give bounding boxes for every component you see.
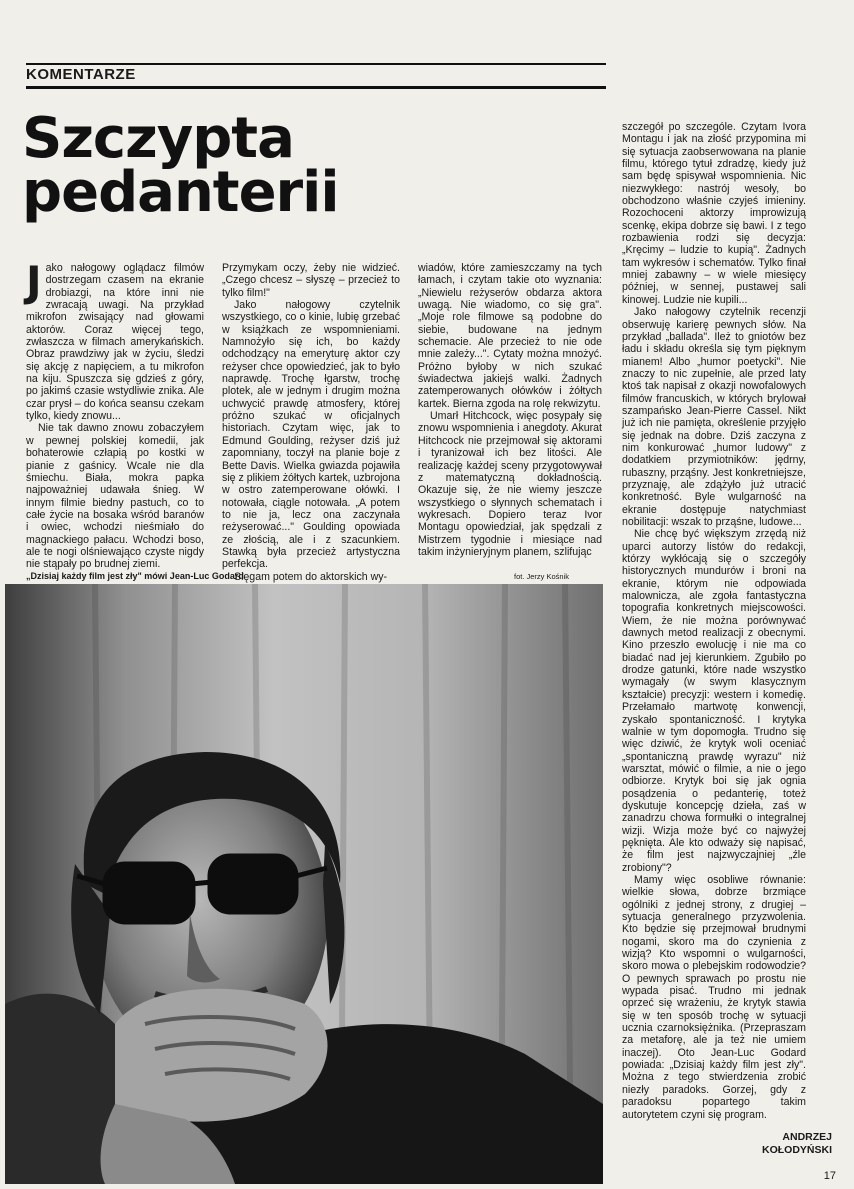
column-2 (222, 262, 400, 583)
page-number: 17 (823, 1170, 836, 1182)
section-label: KOMENTARZE (26, 66, 136, 83)
paragraph: Nie tak dawno znowu zobaczyłem w pewnej polskiej komedii, jak bohaterowie człapią po kostki w pianie z gaśnicy. Wcale nie dla śmiechu. Biała, mokra papka najpoważniej udawała śnieg. W innym filmie biedny pastuch, co to całe życie na bosaka wśród baranów i owiec, wchodzi nieśmiało do magnackiego pałacu. Wchodzi boso, ale te nogi olśniewająco czyste nigdy nie stąpały po brudnej ziemi. (26, 422, 204, 571)
headline (22, 106, 422, 225)
author-last-name: KOŁODYŃSKI (761, 1144, 832, 1156)
photo-credit: fot. Jerzy Kośnik (514, 572, 570, 581)
paragraph: Nie chcę być większym zrzędą niż uparci autorzy listów do redakcji, którzy wykłócają się o szczegóły historycznych mundurów i broni na ekranie, którym nie odpowiada malownicza, ale zgoła fantastyczna topografia konkretnych miejscowości. Wiem, że nie można porównywać dawnych metod realizacji z obecnymi. Kino przeszło ewolucję i nie ma co biadać nad jej kierunkiem. Zgubiło po drodze gatunki, które nade wszystko wymagały (w swym klasycznym kształcie) precyzji: western i komedię. Przełamało martwotę konwencji, zyskało spontaniczność. I krytyka walnie w tym dopomogła. Trudno się więc dziwić, że krytyk woli oceniać „spontaniczną prawdę wyrazu" niż warsztat, mówić o filmie, a nie o jego odbiorze. Krytyk boi się jak ognia posądzenia o pedanterię, toteż dyskutuje koncepcję dzieła, zaś w zanadrzu chowa formułki o integralnej wizji. Wizja może być co najwyżej pęknięta. Ale kto odważy się napisać, że film jest najzwyczajniej „źle zrobiony"? (622, 528, 806, 874)
paragraph: Mamy więc osobliwe równanie: wielkie słowa, dobrze brzmiące ogólniki z jednej strony, z drugiej – sytuacja generalnego przyzwolenia. Kto będzie się przejmował brudnymi nogami, skoro ma do czynienia z wizją? Kto wspomni o wulgarności, skoro mowa o plebejskim rodowodzie? O pewnych sprawach po prostu nie wypada pisać. Trudno mi jednak oprzeć się wrażeniu, że krytyk stawia się w ten sposób trochę w sytuacji ucznia czarnoksiężnika. (Przepraszam za metaforę, ale ja też nie umiem inaczej). Oto Jean-Luc Godard powiada: „Dzisiaj każdy film jest zły". Można z tego stwierdzenia zrobić niezły paradoks. Gorzej, gdy z paradoksu popartego takim autorytetem czyni się program. (622, 873, 806, 1121)
author-byline (762, 1131, 832, 1157)
paragraph: Umarł Hitchcock, więc posypały się znowu wspomnienia i anegdoty. Akurat Hitchcock nie przejmował się aktorami i tyranizował ich bez litości. Ale realizację każdej sceny przygotowywał z matematyczną dokładnością. Okazuje się, że nie wiemy jeszcze wszystkiego o słynnych schematach i wykresach. Dopiero teraz Ivor Montagu opowiedział, jak spędzali z Mistrzem tygodnie i miesiące nad takim inżynieryjnym planem, szlifując (418, 410, 602, 558)
paragraph: Jako nałogowy czytelnik recenzji obserwuję karierę pewnych słów. Na przykład „ballada". Ileż to gniotów bez ładu i składu określa się tym pięknym mianem! Albo „humor poetycki". Nie znaczy to nic zupełnie, ale przed laty ktoś tak napisał z okazji nowofalowych filmów francuskich, w których brylował szampańsko Jean-Pierre Cassel. Nikt już ich nie pamięta, określenie przyjęło się jednak na dobre. Dziś zaczyna z nim konkurować „humor ludowy" z dodatkiem przymiotników: jędrny, rubaszny, prząśny. Jest konkretniejsze, przyznaję, ale zdążyło już utracić konkretność. Byle wulgarność na ekranie dostępuje natychmiast nobilitacji: wszak to prząśne, ludowe... (622, 306, 806, 528)
paragraph: Jako nałogowy oglądacz filmów dostrzegam czasem na ekranie drobiazgi, na które inni nie zwracają uwagi. Na przykład mikrofon zwisający nad głowami aktorów. Coraz więcej tego, zwłaszcza w filmach amerykańskich. Obraz prawdziwy jak w życiu, śledzi się akcję z napięciem, a tu mikrofon na kiju. Spuszcza się gdzieś z góry, po jakimś czasie wstydliwie znika. Ale czar prysł – do końca seansu czekam tylko, kiedy znowu... (26, 257, 204, 423)
paragraph: Jako nałogowy czytelnik wszystkiego, co o kinie, lubię grzebać w książkach ze wspomnieniami. Namnożyło się ich, bo każdy odchodzący na emeryturę aktor czy reżyser chce opowiedzieć, jak to było naprawdę. Trochę łgarstw, trochę plotek, ale w jednym i drugim można uchwycić prawdę atmosfery, której próżno szukać w oficjalnych historiach. Czytam więc, jak to Edmund Goulding, reżyser dziś już zapomniany, toczył na planie boje z Bette Davis. Wielka gwiazda pojawiła się z plikiem żółtych kartek, uzbrojona w ostro zatemperowane ołówki. I notowała, ciągle notowała. „A potem to nie ja, lecz ona zaczynała reżyserować..." Goulding opowiada ze złością, ale i z szacunkiem. Stawką była przecież artystyczna perfekcja. (222, 299, 400, 571)
paragraph: wiadów, które zamieszczamy na tych łamach, i czytam takie oto wyznania: „Niewielu reżyserów obdarza aktora uwagą. Nie wiadomo, co się gra". „Moje role filmowe są podobne do siebie, budowane na jednym schemacie. Ale przecież to nie ode mnie zależy...". Cytaty można mnożyć. Próżno byłoby w nich szukać świadectwa jakiejś walki. Żadnych zatemperowanych ołówków i żółtych kartek. Bierna zgoda na rolę rekwizytu. (418, 262, 602, 410)
paragraph: Przymykam oczy, żeby nie widzieć. „Czego chcesz – słyszę – przecież to tylko film!" (222, 262, 400, 299)
paragraph: Sięgam potem do aktorskich wy- (234, 570, 388, 583)
author-first-name: ANDRZEJ (782, 1131, 832, 1143)
headline-line-2: pedanterii (22, 160, 339, 225)
column-3 (418, 262, 602, 558)
paragraph: szczegół po szczególe. Czytam Ivora Montagu i jak na złość przypomina mi się sytuacja zaobserwowana na planie filmu, którego tytuł zdradzę, kiedy już sam będę spisywał wspomnienia. Nic niezwykłego: nastrój wesoły, bo obchodzono właśnie czyjeś imieniny. Rozochoceni aktorzy improwizują scenkę, ekipa dobrze się bawi. I z tego rozbawienia rodzi się decyzja: „Kręcimy – ludzie to kupią". Żadnych tam wykresów i schematów. Tylko finał mniej zabawny – w wiele miesięcy później, w sennej, pustawej sali kinowej. Ludzie nie kupili... (622, 121, 806, 306)
portrait-illustration (5, 584, 603, 1184)
section-rule (26, 86, 606, 89)
drop-cap: J (26, 257, 42, 306)
top-rule (26, 63, 606, 65)
portrait-photo (5, 584, 603, 1184)
headline-line-1: Szczypta (22, 106, 294, 171)
photo-caption: „Dzisiaj każdy film jest zły" mówi Jean-Luc Godard (26, 571, 244, 581)
column-4 (622, 121, 806, 1121)
column-1 (26, 257, 204, 571)
